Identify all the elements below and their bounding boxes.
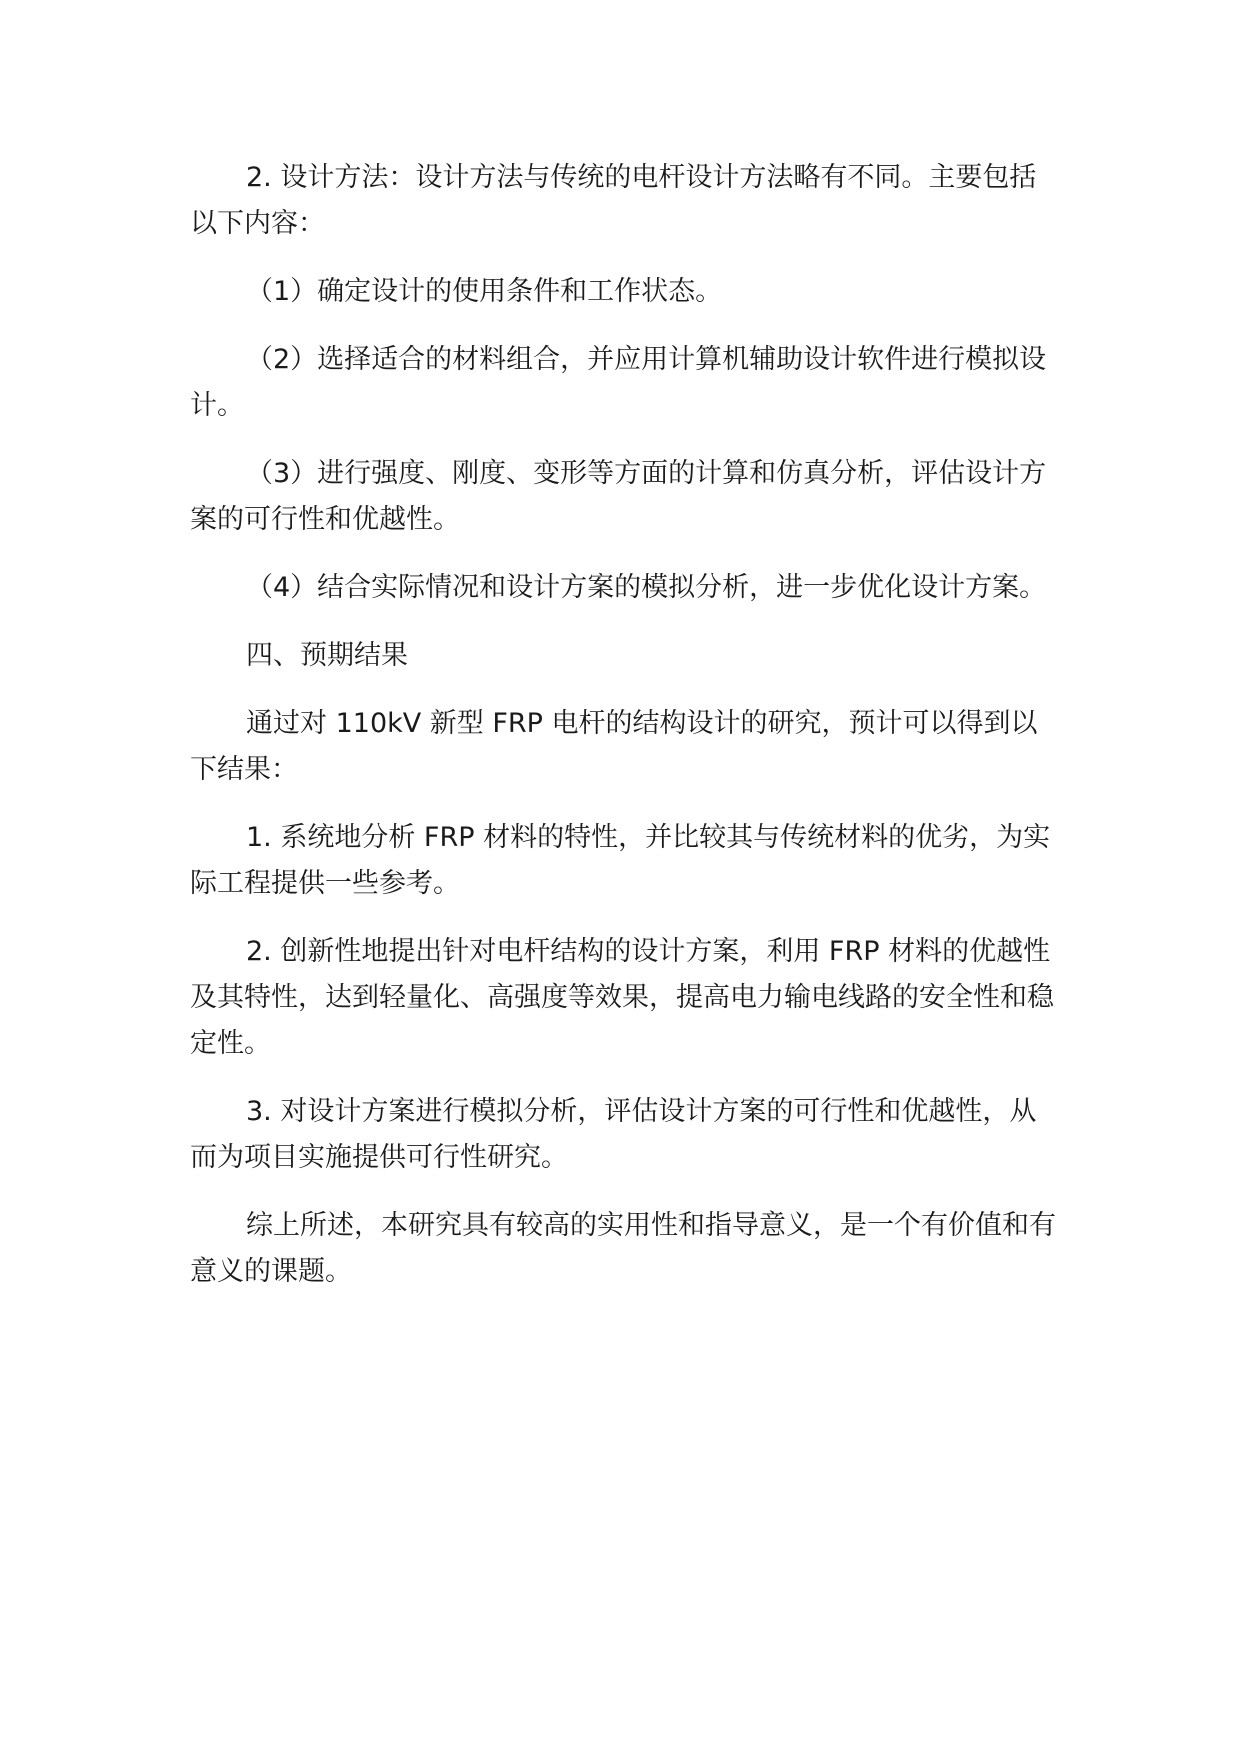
paragraph-result-3: 3. 对设计方案进行模拟分析，评估设计方案的可行性和优越性，从而为项目实施提供可行性研究。 [190,1096,1037,1173]
paragraph-item-1: （1）确定设计的使用条件和工作状态。 [246,276,723,307]
paragraph-result-1: 1. 系统地分析 FRP 材料的特性，并比较其与传统材料的优劣，为实际工程提供一些参考。 [190,822,1051,899]
paragraph-item-4: （4）结合实际情况和设计方案的模拟分析，进一步优化设计方案。 [246,572,1047,603]
paragraph-conclusion: 综上所述，本研究具有较高的实用性和指导意义，是一个有价值和有意义的课题。 [190,1210,1056,1287]
paragraph-result-2: 2. 创新性地提出针对电杆结构的设计方案，利用 FRP 材料的优越性及其特性，达到轻量化、高强度等效果，提高电力输电线路的安全性和稳定性。 [190,936,1054,1059]
paragraph-item-2: （2）选择适合的材料组合，并应用计算机辅助设计软件进行模拟设计。 [190,344,1047,421]
section-heading-expected-results: 四、预期结果 [246,640,408,671]
paragraph-item-3: （3）进行强度、刚度、变形等方面的计算和仿真分析，评估设计方案的可行性和优越性。 [190,458,1047,535]
paragraph-results-intro: 通过对 110kV 新型 FRP 电杆的结构设计的研究，预计可以得到以下结果： [190,708,1038,785]
paragraph-design-method: 2. 设计方法：设计方法与传统的电杆设计方法略有不同。主要包括以下内容： [190,162,1037,239]
document-body [190,155,1058,1317]
